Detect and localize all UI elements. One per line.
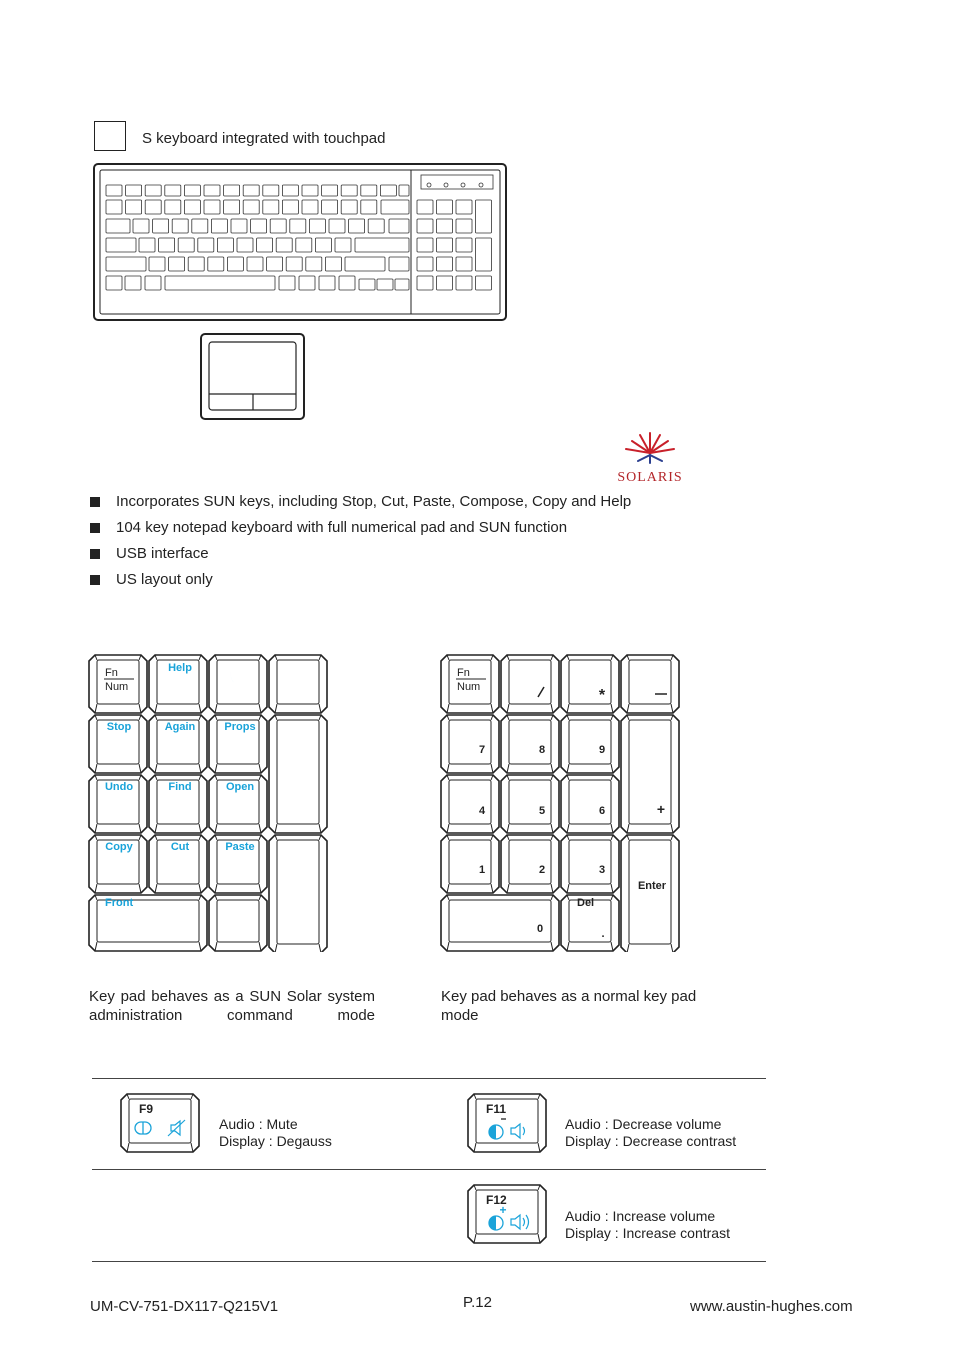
keyboard-key [178,238,194,252]
keyboard-key [204,185,220,196]
table-divider [92,1078,766,1079]
keyboard-key [208,257,224,271]
keyboard-key [227,257,243,271]
numeric-keypad-diagram [440,654,682,952]
key-1: 1 [478,864,486,876]
keyboard-key [381,200,409,214]
keyboard-key [279,276,295,290]
keyboard-key [322,200,338,214]
keyboard-key [399,185,409,196]
num-num-label: Num [457,681,481,693]
page-number: P.12 [463,1294,492,1311]
keyboard-key [456,276,472,290]
key-cut: Cut [170,841,190,853]
svg-text:+: + [499,1203,507,1217]
keyboard-key [315,238,331,252]
svg-text:F11: F11 [486,1102,507,1116]
keyboard-key [476,238,492,271]
f12-description: Audio : Increase volume Display : Increase contrast [565,1208,730,1241]
key-3: 3 [598,864,606,876]
key-copy: Copy [105,841,133,853]
keyboard-key [286,257,302,271]
keyboard-key [389,257,409,271]
keyboard-key [106,200,122,214]
page-title: S keyboard integrated with touchpad [142,130,386,147]
keyboard-key [437,219,453,233]
keyboard-key [126,200,142,214]
keyboard-key [329,219,345,233]
section-marker-box [94,121,126,151]
keyboard-key [106,257,146,271]
key-find: Find [168,781,192,793]
key-7: 7 [478,744,486,756]
f9-key [119,1092,201,1154]
keyboard-key [125,276,141,290]
f11-description: Audio : Decrease volume Display : Decrease contrast [565,1116,737,1149]
keyboard-key [456,238,472,252]
key-6: 6 [598,805,606,817]
key-decimal: . [601,928,605,940]
keyboard-key [145,276,161,290]
keyboard-key [224,185,240,196]
sun-mode-caption: Key pad behaves as a SUN Solar system administration command mode [89,988,375,1024]
keyboard-key [133,219,149,233]
keycap-outline [621,715,679,833]
keyboard-key [106,219,130,233]
keyboard-key [341,185,357,196]
keyboard-key [145,185,161,196]
key-props: Props [224,721,256,733]
keycap-outline [269,835,327,952]
keyboard-key [306,257,322,271]
keyboard-key [359,279,375,290]
svg-text:F9: F9 [139,1102,154,1116]
key-front: Front [105,897,134,909]
key-9: 9 [598,744,606,756]
keyboard-key [165,200,181,214]
key-5: 5 [538,805,546,817]
f9-description: Audio : Mute Display : Degauss [219,1116,332,1149]
keyboard-key [345,257,385,271]
keyboard-key [247,257,263,271]
keyboard-key [309,219,325,233]
keyboard-key [282,200,298,214]
keyboard-key [237,238,253,252]
list-item: 104 key notepad keyboard with full numerical pad and SUN function [90,515,631,541]
keyboard-key [325,257,341,271]
key-del: Del [577,897,595,909]
keyboard-illustration [93,163,507,321]
num-fn-label: Fn [457,667,470,679]
key-open: Open [225,781,255,793]
keyboard-key [380,185,396,196]
keyboard-key [361,200,377,214]
keyboard-key [339,276,355,290]
keyboard-key [106,238,136,252]
keycap-outline [209,895,267,951]
keyboard-key [341,200,357,214]
keyboard-key [276,238,292,252]
keyboard-key [368,219,384,233]
keyboard-key [302,185,318,196]
document-id: UM-CV-751-DX117-Q215V1 [90,1298,279,1315]
keyboard-key [217,238,233,252]
keyboard-key [417,219,433,233]
contrast-icon [489,1216,503,1230]
keyboard-key [267,257,283,271]
key-8: 8 [538,744,546,756]
keyboard-key [243,185,259,196]
keyboard-key [290,219,306,233]
keyboard-key [243,200,259,214]
website-link[interactable]: www.austin-hughes.com [690,1298,853,1315]
keyboard-key [417,276,433,290]
keyboard-key [417,257,433,271]
keyboard-key [417,200,433,214]
keyboard-key [296,238,312,252]
keyboard-key [165,185,181,196]
keyboard-key [106,276,122,290]
keyboard-key [437,276,453,290]
solaris-logo-text: SOLARIS [617,470,683,485]
list-item: US layout only [90,567,631,593]
keyboard-key [172,219,188,233]
key-enter: Enter [637,880,667,892]
f12-key [466,1183,548,1245]
keyboard-key [251,219,267,233]
key-0: 0 [536,923,544,935]
keyboard-key [361,185,377,196]
sun-fn-label: Fn [105,667,118,679]
keyboard-key [302,200,318,214]
keyboard-key [184,200,200,214]
keyboard-key [437,200,453,214]
bullet-square-icon [90,549,100,559]
sun-keypad-diagram [88,654,330,952]
f11-key [466,1092,548,1154]
normal-mode-caption: Key pad behaves as a normal key pad mode [441,988,697,1024]
keyboard-key [263,185,279,196]
keyboard-key [456,219,472,233]
table-divider [92,1169,766,1170]
keyboard-key [149,257,165,271]
keyboard-key [395,279,409,290]
bullet-square-icon [90,523,100,533]
keyboard-key [165,276,275,290]
keyboard-key [106,185,122,196]
table-divider [92,1261,766,1262]
keyboard-key [145,200,161,214]
keyboard-key [322,185,338,196]
keyboard-key [377,279,393,290]
keyboard-key [192,219,208,233]
keyboard-key [126,185,142,196]
contrast-icon [489,1125,503,1139]
keyboard-key [231,219,247,233]
key-again: Again [164,721,196,733]
key-paste: Paste [225,841,255,853]
keyboard-key [211,219,227,233]
list-item: USB interface [90,541,631,567]
keyboard-key [437,238,453,252]
key-help: Help [168,662,192,674]
keyboard-key [188,257,204,271]
keyboard-key [349,219,365,233]
keyboard-key [169,257,185,271]
svg-text:F12: F12 [486,1193,507,1207]
key-4: 4 [478,805,486,817]
keyboard-key [153,219,169,233]
keyboard-key [319,276,335,290]
keyboard-key [476,276,492,290]
keyboard-key [437,257,453,271]
keycap-outline [269,715,327,833]
list-item: Incorporates SUN keys, including Stop, Cut, Paste, Compose, Copy and Help [90,489,631,515]
keyboard-key [299,276,315,290]
keyboard-key [456,257,472,271]
keyboard-key [139,238,155,252]
keycap-outline [621,835,679,952]
keyboard-key [417,238,433,252]
key-stop: Stop [106,721,132,733]
asterisk-key-symbol: * [598,687,606,704]
keyboard-key [198,238,214,252]
keyboard-key [355,238,409,252]
keyboard-key [263,200,279,214]
solaris-logo [608,427,692,485]
keyboard-key [204,200,220,214]
bullet-square-icon [90,575,100,585]
bullet-square-icon [90,497,100,507]
keyboard-key [270,219,286,233]
keyboard-key [282,185,298,196]
keyboard-key [456,200,472,214]
keyboard-key [389,219,409,233]
key-plus: + [656,801,666,817]
keyboard-key [159,238,175,252]
key-undo: Undo [104,781,134,793]
keyboard-key [257,238,273,252]
keyboard-key [184,185,200,196]
keyboard-key [476,200,492,233]
keyboard-key [335,238,351,252]
key-2: 2 [538,864,546,876]
feature-list [90,489,631,593]
keyboard-key [224,200,240,214]
sun-num-label: Num [105,681,129,693]
touchpad-illustration [200,333,306,421]
